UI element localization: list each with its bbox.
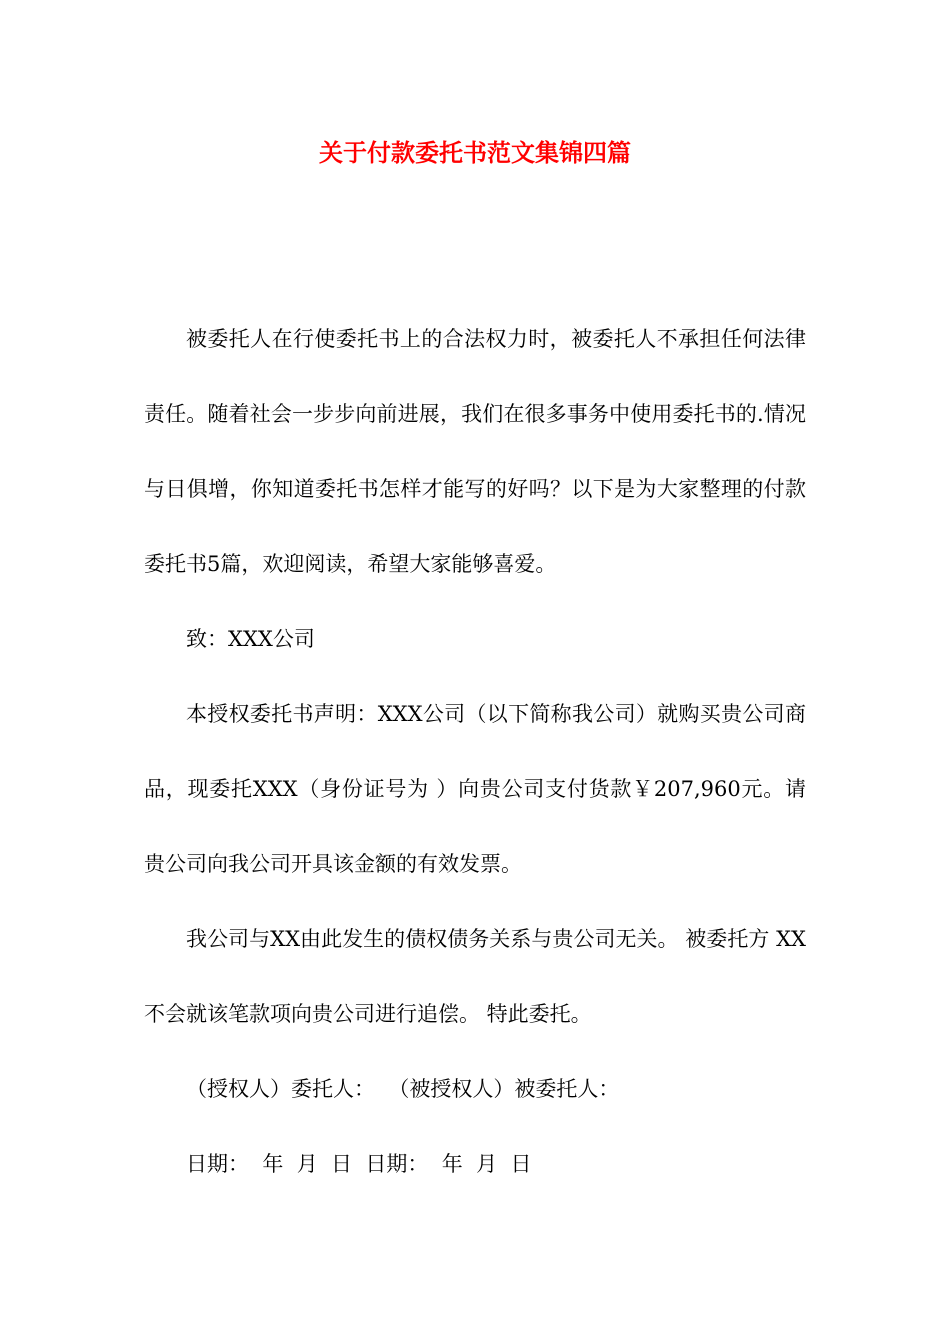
declaration-paragraph: 本授权委托书声明：XXX公司（以下简称我公司）就购买贵公司商品，现委托XXX（身份证号为 ）向贵公司支付货款￥207,960元。请贵公司向我公司开具该金额的有效发票。: [144, 702, 806, 876]
addressee-line: 致：XXX公司: [186, 627, 315, 651]
signature-parties-line: （授权人）委托人： （被授权人）被委托人：: [186, 1077, 620, 1101]
signature-dates-line: 日期： 年 月 日 日期： 年 月 日: [186, 1152, 532, 1176]
document-body: [144, 302, 806, 1202]
intro-paragraph: 被委托人在行使委托书上的合法权力时，被委托人不承担任何法律责任。随着社会一步步向前进展，我们在很多事务中使用委托书的.情况与日俱增，你知道委托书怎样才能写的好吗？以下是为大家整理的付款委托书5篇，欢迎阅读，希望大家能够喜爱。: [144, 327, 806, 576]
document-title: 关于付款委托书范文集锦四篇: [319, 139, 631, 167]
liability-paragraph: 我公司与XX由此发生的债权债务关系与贵公司无关。 被委托方 XX 不会就该笔款项向贵公司进行追偿。 特此委托。: [144, 927, 806, 1026]
